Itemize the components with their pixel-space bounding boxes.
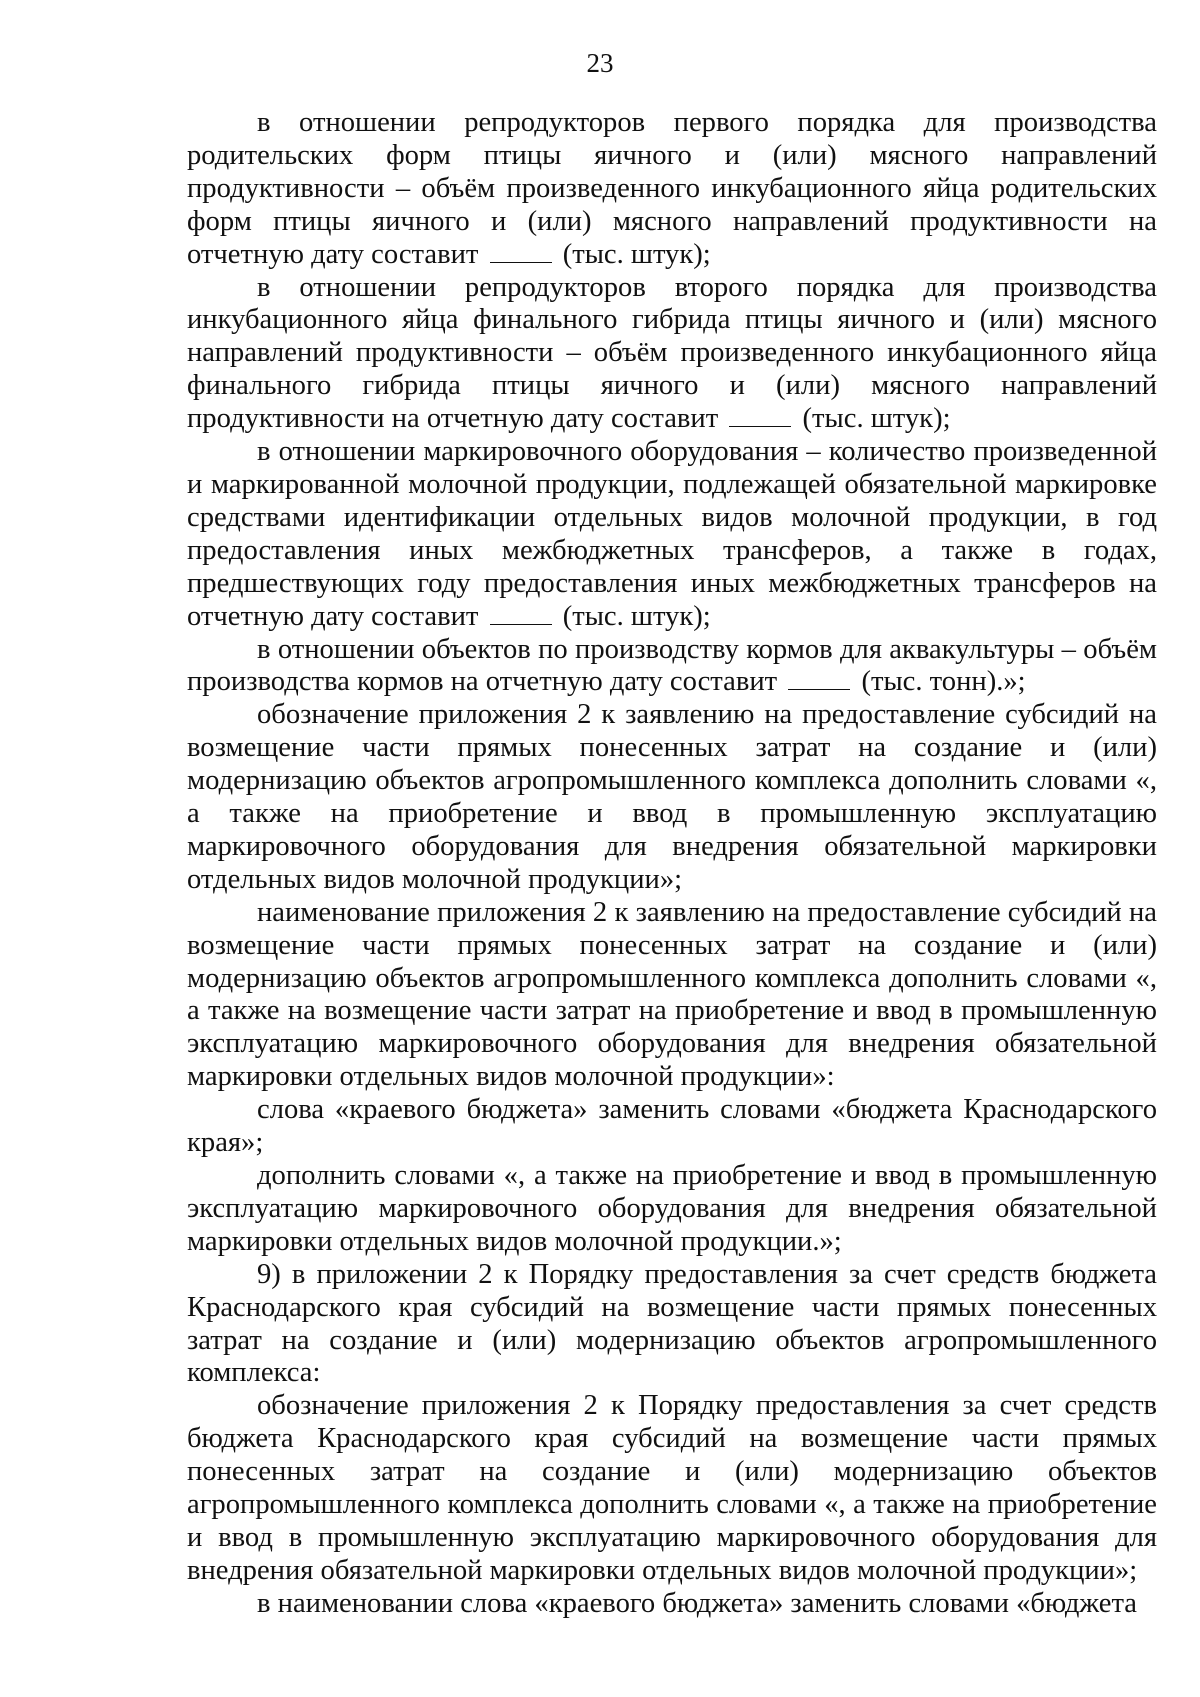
paragraph-replace-words: слова «краевого бюджета» заменить словами «бюджета Краснодарского края»; — [187, 1094, 1157, 1159]
paragraph-item-9: 9) в приложении 2 к Порядку предоставления за счет средств бюджета Краснодарского края субсидий на возмещение части прямых понесенных затрат на создание и (или) модернизацию объектов агропромышленного комплекса: — [187, 1258, 1157, 1389]
paragraph-text: в отношении репродукторов первого порядка для производства родительских форм птицы яичного и (или) мясного направлений продуктивности – объём произведенного инкубационного яйца родительских форм птицы яичного и (или) мясного направлений продуктивности на отчетную дату составит — [187, 107, 1157, 270]
paragraph-title-replace: в наименовании слова «краевого бюджета» заменить словами «бюджета — [257, 1587, 1137, 1619]
paragraph-text: в отношении маркировочного оборудования – количество произведенной и маркированной молочной продукции, подлежащей обязательной маркировке средствами идентификации отдельных видов молочной продукции, в год предоставления иных межбюджетных трансферов, а также в годах, предшествующих году предоставления иных межбюджетных трансферов на отчетную дату составит — [187, 436, 1157, 632]
page-number: 23 — [586, 48, 614, 78]
paragraph-reproducers-second-order — [187, 272, 1157, 437]
paragraph-reproducers-first-order — [187, 107, 1157, 272]
paragraph-marking-equipment — [187, 436, 1157, 633]
fill-in-blank — [788, 688, 850, 690]
fill-in-blank — [490, 261, 552, 263]
fill-in-blank — [490, 623, 552, 625]
fill-in-blank — [729, 425, 791, 427]
paragraph-annex-designation: обозначение приложения 2 к заявлению на предоставление субсидий на возмещение части прямых понесенных затрат на создание и (или) модернизацию объектов агропромышленного комплекса дополнить словами «, а также на приобретение и ввод в промышленную эксплуатацию маркировочного оборудования для внедрения обязательной маркировки отдельных видов молочной продукции»; — [187, 699, 1157, 895]
paragraph-annex-title: наименование приложения 2 к заявлению на предоставление субсидий на возмещение части прямых понесенных затрат на создание и (или) модернизацию объектов агропромышленного комплекса дополнить словами «, а также на возмещение части затрат на приобретение и ввод в промышленную эксплуатацию маркировочного оборудования для внедрения обязательной маркировки отдельных видов молочной продукции»: — [187, 896, 1157, 1093]
paragraph-unit: (тыс. штук); — [802, 403, 951, 435]
document-body — [187, 107, 1157, 1621]
paragraph-unit: (тыс. штук); — [562, 600, 711, 632]
paragraph-text: в отношении репродукторов второго порядка для производства инкубационного яйца финального гибрида птицы яичного и (или) мясного направлений продуктивности – объём произведенного инкубационного яйца финального гибрида птицы яичного и (или) мясного направлений продуктивности на отчетную дату составит — [187, 271, 1157, 435]
paragraph-unit: (тыс. тонн).»; — [861, 666, 1026, 698]
paragraph-unit: (тыс. штук); — [562, 238, 711, 270]
paragraph-text: в отношении объектов по производству кормов для аквакультуры – объём производства кормов на отчетную дату составит — [187, 633, 1157, 698]
paragraph-procedure-annex-designation: обозначение приложения 2 к Порядку предоставления за счет средств бюджета Краснодарского края субсидий на возмещение части прямых понесенных затрат на создание и (или) модернизацию объектов агропромышленного комплекса дополнить словами «, а также на приобретение и ввод в промышленную эксплуатацию маркировочного оборудования для внедрения обязательной маркировки отдельных видов молочной продукции»; — [187, 1390, 1157, 1586]
paragraph-aquaculture-feed — [187, 634, 1157, 700]
paragraph-supplement-words: дополнить словами «, а также на приобретение и ввод в промышленную эксплуатацию маркировочного оборудования для внедрения обязательной маркировки отдельных видов молочной продукции.»; — [187, 1160, 1157, 1257]
